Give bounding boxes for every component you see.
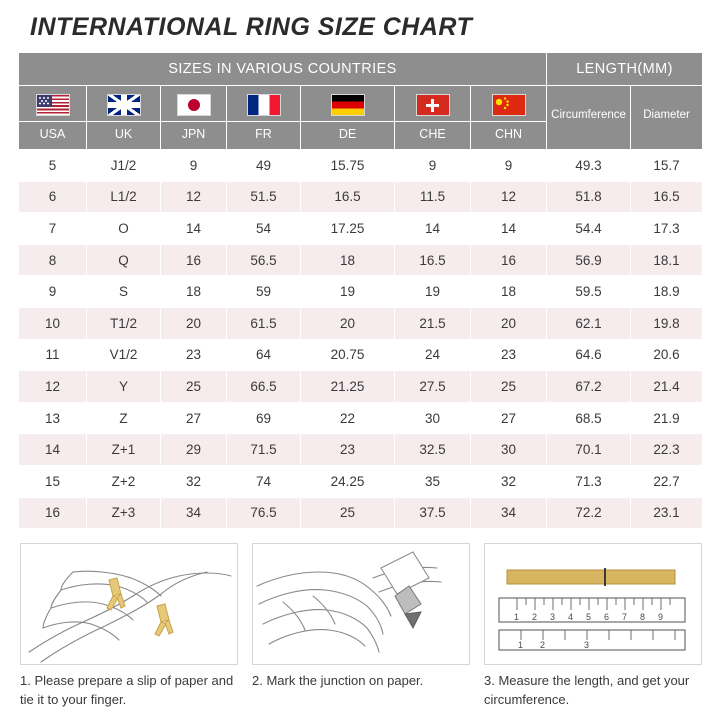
cell-che: 30 (395, 402, 471, 434)
cell-usa: 13 (19, 402, 87, 434)
cell-uk: Z+2 (87, 465, 161, 497)
cell-che: 32.5 (395, 434, 471, 466)
column-code-chn: CHN (471, 122, 547, 150)
cell-de: 19 (301, 276, 395, 308)
cell-circumference: 70.1 (547, 434, 631, 466)
cell-circumference: 49.3 (547, 150, 631, 182)
ruler-measuring-strip-illustration (484, 543, 702, 665)
column-code-uk: UK (87, 122, 161, 150)
step-2 (252, 543, 470, 710)
step-3-caption: 3. Measure the length, and get your circumference. (484, 673, 690, 707)
cell-jpn: 18 (161, 276, 227, 308)
cell-circumference: 68.5 (547, 402, 631, 434)
cell-fr: 66.5 (227, 371, 301, 403)
step-1-caption: 1. Please prepare a slip of paper and tie it to your finger. (20, 673, 234, 707)
cell-usa: 11 (19, 339, 87, 371)
cell-diameter: 22.3 (631, 434, 703, 466)
cell-de: 20.75 (301, 339, 395, 371)
cell-de: 24.25 (301, 465, 395, 497)
cell-circumference: 51.8 (547, 181, 631, 213)
cell-che: 11.5 (395, 181, 471, 213)
flag-cell-china (471, 86, 547, 122)
cell-diameter: 22.7 (631, 465, 703, 497)
cell-chn: 27 (471, 402, 547, 434)
cell-che: 19 (395, 276, 471, 308)
cell-chn: 9 (471, 150, 547, 182)
cell-chn: 30 (471, 434, 547, 466)
cell-chn: 14 (471, 213, 547, 245)
flag-usa-icon (36, 94, 70, 116)
column-code-che: CHE (395, 122, 471, 150)
cell-fr: 76.5 (227, 497, 301, 529)
cell-usa: 14 (19, 434, 87, 466)
cell-diameter: 21.4 (631, 371, 703, 403)
cell-fr: 51.5 (227, 181, 301, 213)
cell-circumference: 71.3 (547, 465, 631, 497)
hand-with-paper-strip-illustration (20, 543, 238, 665)
svg-text:9: 9 (658, 612, 664, 623)
cell-fr: 54 (227, 213, 301, 245)
cell-usa: 12 (19, 371, 87, 403)
cell-diameter: 19.8 (631, 307, 703, 339)
cell-uk: V1/2 (87, 339, 161, 371)
cell-circumference: 72.2 (547, 497, 631, 529)
cell-diameter: 20.6 (631, 339, 703, 371)
svg-text:1: 1 (518, 640, 524, 651)
table-row (19, 371, 703, 403)
svg-text:8: 8 (640, 612, 646, 623)
svg-text:5: 5 (586, 612, 592, 623)
instruction-steps (18, 543, 702, 710)
flag-uk-icon (107, 94, 141, 116)
cell-jpn: 34 (161, 497, 227, 529)
cell-circumference: 62.1 (547, 307, 631, 339)
cell-fr: 74 (227, 465, 301, 497)
cell-uk: Z+3 (87, 497, 161, 529)
table-body (19, 150, 703, 529)
svg-text:2: 2 (532, 612, 538, 623)
cell-de: 25 (301, 497, 395, 529)
page-title: INTERNATIONAL RING SIZE CHART (30, 13, 473, 41)
table-row (19, 181, 703, 213)
cell-de: 21.25 (301, 371, 395, 403)
flag-japan-icon (177, 94, 211, 116)
flag-cell-france (227, 86, 301, 122)
cell-chn: 34 (471, 497, 547, 529)
table-row (19, 465, 703, 497)
cell-circumference: 64.6 (547, 339, 631, 371)
cell-jpn: 25 (161, 371, 227, 403)
column-code-usa: USA (19, 122, 87, 150)
column-code-jpn: JPN (161, 122, 227, 150)
cell-de: 16.5 (301, 181, 395, 213)
cell-chn: 20 (471, 307, 547, 339)
header-sizes-in-various-countries: SIZES IN VARIOUS COUNTRIES (19, 53, 547, 86)
cell-jpn: 9 (161, 150, 227, 182)
cell-jpn: 12 (161, 181, 227, 213)
cell-jpn: 27 (161, 402, 227, 434)
cell-uk: Z+1 (87, 434, 161, 466)
cell-uk: S (87, 276, 161, 308)
table-group-header-row (19, 53, 703, 86)
cell-de: 23 (301, 434, 395, 466)
cell-diameter: 23.1 (631, 497, 703, 529)
cell-che: 37.5 (395, 497, 471, 529)
table-flag-row (19, 86, 703, 122)
cell-usa: 8 (19, 244, 87, 276)
cell-uk: Z (87, 402, 161, 434)
column-code-fr: FR (227, 122, 301, 150)
flag-cell-uk (87, 86, 161, 122)
cell-uk: Y (87, 371, 161, 403)
cell-usa: 7 (19, 213, 87, 245)
cell-circumference: 67.2 (547, 371, 631, 403)
cell-de: 20 (301, 307, 395, 339)
cell-che: 14 (395, 213, 471, 245)
cell-diameter: 17.3 (631, 213, 703, 245)
cell-de: 18 (301, 244, 395, 276)
hand-marking-paper-illustration (252, 543, 470, 665)
table-row (19, 402, 703, 434)
cell-diameter: 16.5 (631, 181, 703, 213)
flag-cell-japan (161, 86, 227, 122)
header-diameter: Diameter (631, 86, 703, 150)
svg-text:3: 3 (550, 612, 556, 623)
cell-usa: 15 (19, 465, 87, 497)
cell-jpn: 32 (161, 465, 227, 497)
flag-cell-usa (19, 86, 87, 122)
cell-chn: 12 (471, 181, 547, 213)
table-row (19, 434, 703, 466)
table-row (19, 497, 703, 529)
cell-circumference: 56.9 (547, 244, 631, 276)
cell-che: 27.5 (395, 371, 471, 403)
column-code-de: DE (301, 122, 395, 150)
flag-switzerland-icon (416, 94, 450, 116)
flag-germany-icon (331, 94, 365, 116)
cell-fr: 59 (227, 276, 301, 308)
cell-che: 35 (395, 465, 471, 497)
cell-de: 22 (301, 402, 395, 434)
ring-size-table (18, 52, 703, 529)
cell-de: 17.25 (301, 213, 395, 245)
cell-usa: 16 (19, 497, 87, 529)
cell-de: 15.75 (301, 150, 395, 182)
cell-uk: Q (87, 244, 161, 276)
cell-diameter: 21.9 (631, 402, 703, 434)
table-row (19, 213, 703, 245)
step-3 (484, 543, 702, 710)
cell-circumference: 54.4 (547, 213, 631, 245)
table-row (19, 276, 703, 308)
cell-jpn: 20 (161, 307, 227, 339)
cell-jpn: 23 (161, 339, 227, 371)
cell-usa: 9 (19, 276, 87, 308)
svg-text:1: 1 (514, 612, 520, 623)
step-1 (20, 543, 238, 710)
flag-cell-switzerland (395, 86, 471, 122)
table-row (19, 307, 703, 339)
cell-jpn: 16 (161, 244, 227, 276)
cell-usa: 6 (19, 181, 87, 213)
cell-chn: 25 (471, 371, 547, 403)
step-2-caption: 2. Mark the junction on paper. (252, 673, 424, 689)
cell-fr: 71.5 (227, 434, 301, 466)
cell-usa: 10 (19, 307, 87, 339)
cell-uk: J1/2 (87, 150, 161, 182)
cell-fr: 56.5 (227, 244, 301, 276)
flag-china-icon (492, 94, 526, 116)
header-circumference: Circumference (547, 86, 631, 150)
svg-text:2: 2 (540, 640, 546, 651)
cell-fr: 69 (227, 402, 301, 434)
svg-text:4: 4 (568, 612, 574, 623)
table-row (19, 339, 703, 371)
svg-text:3: 3 (584, 640, 590, 651)
cell-chn: 18 (471, 276, 547, 308)
cell-diameter: 18.1 (631, 244, 703, 276)
cell-uk: O (87, 213, 161, 245)
cell-diameter: 18.9 (631, 276, 703, 308)
svg-text:7: 7 (622, 612, 628, 623)
cell-che: 24 (395, 339, 471, 371)
cell-chn: 32 (471, 465, 547, 497)
cell-diameter: 15.7 (631, 150, 703, 182)
cell-chn: 23 (471, 339, 547, 371)
cell-usa: 5 (19, 150, 87, 182)
cell-jpn: 29 (161, 434, 227, 466)
cell-fr: 64 (227, 339, 301, 371)
cell-uk: T1/2 (87, 307, 161, 339)
cell-fr: 61.5 (227, 307, 301, 339)
cell-circumference: 59.5 (547, 276, 631, 308)
table-row (19, 244, 703, 276)
cell-chn: 16 (471, 244, 547, 276)
cell-uk: L1/2 (87, 181, 161, 213)
cell-che: 21.5 (395, 307, 471, 339)
cell-jpn: 14 (161, 213, 227, 245)
svg-text:6: 6 (604, 612, 610, 623)
table-row (19, 150, 703, 182)
cell-che: 16.5 (395, 244, 471, 276)
flag-france-icon (247, 94, 281, 116)
header-length-mm: LENGTH(MM) (547, 53, 703, 86)
cell-che: 9 (395, 150, 471, 182)
cell-fr: 49 (227, 150, 301, 182)
flag-cell-germany (301, 86, 395, 122)
